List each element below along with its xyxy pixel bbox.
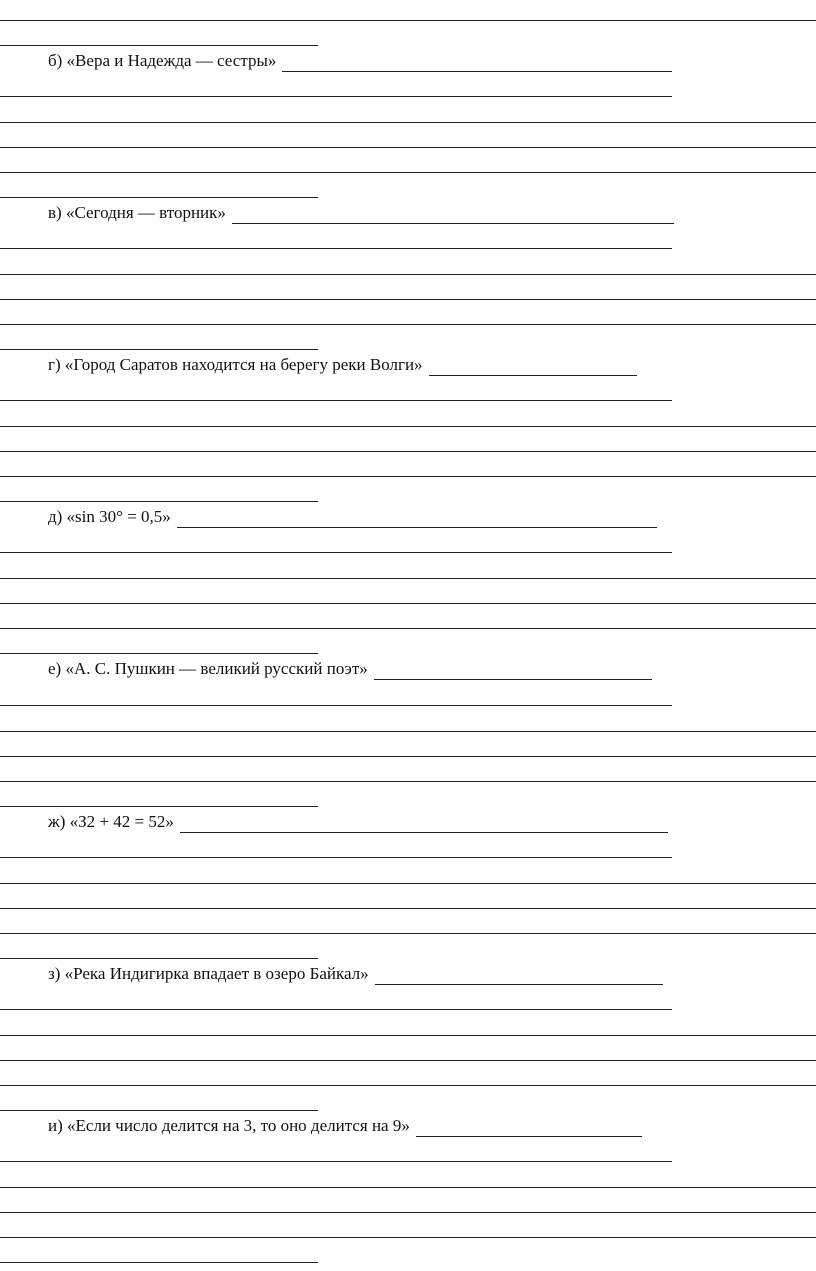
writing-line [0, 1085, 816, 1086]
writing-line [0, 781, 816, 782]
exercise-item-g [48, 354, 637, 378]
writing-line [0, 857, 672, 858]
writing-line [0, 451, 816, 452]
writing-line [0, 197, 318, 198]
writing-line [0, 705, 672, 706]
writing-line [0, 172, 816, 173]
exercise-item-d [48, 506, 657, 530]
writing-line [0, 1237, 816, 1238]
writing-line [0, 324, 816, 325]
answer-field[interactable] [429, 375, 637, 376]
writing-line [0, 1110, 318, 1111]
answer-field[interactable] [177, 527, 657, 528]
writing-line [0, 299, 816, 300]
exercise-item-b [48, 50, 672, 74]
exercise-statement: ж) «З2 + 42 = 52» [48, 812, 174, 831]
writing-line [0, 603, 816, 604]
answer-field[interactable] [282, 71, 672, 72]
writing-line [0, 1035, 816, 1036]
exercise-item-zh [48, 811, 668, 835]
writing-line [0, 1262, 318, 1263]
writing-line [0, 628, 816, 629]
writing-line [0, 578, 816, 579]
writing-line [0, 1009, 672, 1010]
answer-field[interactable] [416, 1136, 642, 1137]
exercise-item-e [48, 658, 652, 682]
writing-line [0, 45, 318, 46]
answer-field[interactable] [375, 984, 663, 985]
writing-line [0, 1060, 816, 1061]
writing-line [0, 122, 816, 123]
writing-line [0, 501, 318, 502]
exercise-statement: б) «Вера и Надежда — сестры» [48, 51, 277, 70]
writing-line [0, 96, 672, 97]
answer-field[interactable] [232, 223, 674, 224]
exercise-statement: е) «А. С. Пушкин — великий русский поэт» [48, 659, 368, 678]
writing-line [0, 476, 816, 477]
writing-line [0, 806, 318, 807]
writing-line [0, 1161, 672, 1162]
writing-line [0, 552, 672, 553]
exercise-statement: и) «Если число делится на 3, то оно делится на 9» [48, 1116, 410, 1135]
exercise-item-z [48, 963, 663, 987]
writing-line [0, 274, 816, 275]
writing-line [0, 147, 816, 148]
writing-line [0, 908, 816, 909]
writing-line [0, 883, 816, 884]
writing-line [0, 1187, 816, 1188]
writing-line [0, 958, 318, 959]
writing-line [0, 1212, 816, 1213]
writing-line [0, 933, 816, 934]
answer-field[interactable] [374, 679, 652, 680]
writing-line [0, 731, 816, 732]
writing-line [0, 248, 672, 249]
writing-line [0, 756, 816, 757]
exercise-statement: д) «sin 30° = 0,5» [48, 507, 171, 526]
answer-field[interactable] [180, 832, 668, 833]
writing-line [0, 20, 816, 21]
writing-line [0, 426, 816, 427]
exercise-item-i [48, 1115, 642, 1139]
writing-line [0, 653, 318, 654]
exercise-statement: г) «Город Саратов находится на берегу реки Волги» [48, 355, 423, 374]
exercise-item-v [48, 202, 674, 226]
writing-line [0, 400, 672, 401]
exercise-statement: в) «Сегодня — вторник» [48, 203, 226, 222]
writing-line [0, 349, 318, 350]
exercise-statement: з) «Река Индигирка впадает в озеро Байкал» [48, 964, 369, 983]
